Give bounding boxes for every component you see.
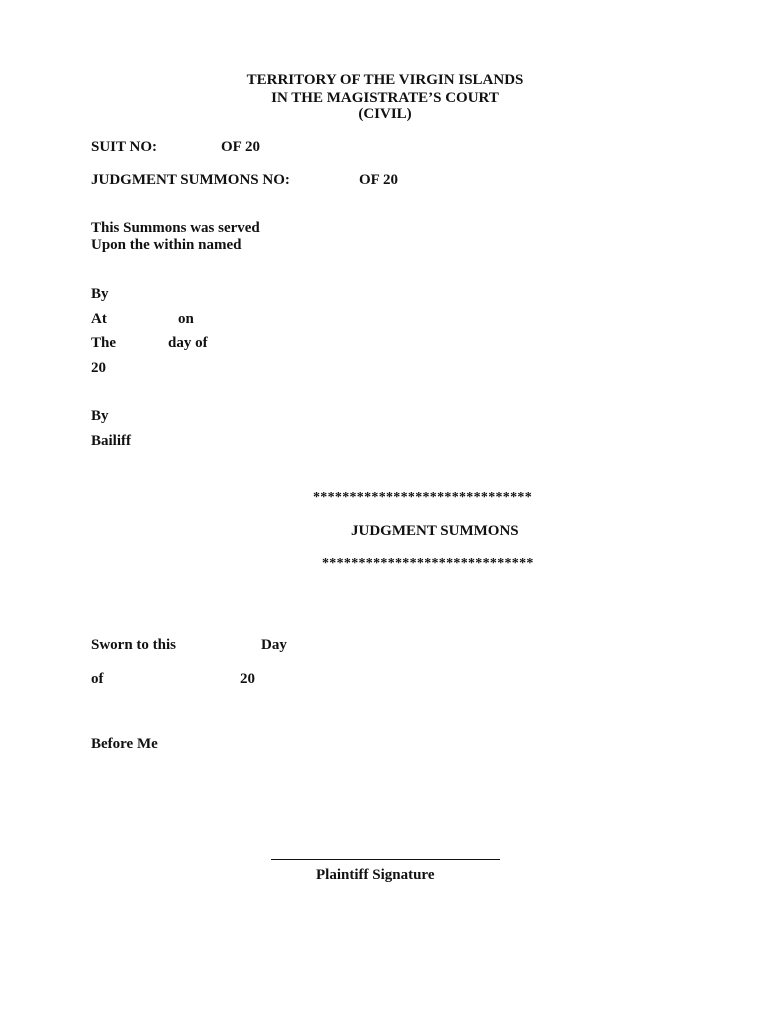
bailiff-by-label: By (91, 408, 109, 424)
sworn-to-this-label: Sworn to this (91, 637, 177, 653)
sworn-day-label: Day (261, 637, 287, 653)
before-me-label: Before Me (91, 736, 158, 752)
judgment-summons-no-year-label: OF 20 (359, 172, 399, 188)
served-at-label: At (91, 311, 107, 327)
sworn-of-label: of (91, 671, 104, 687)
plaintiff-signature-label: Plaintiff Signature (316, 867, 435, 883)
court-name-heading: IN THE MAGISTRATE’S COURT (271, 90, 499, 106)
served-year-label: 20 (91, 360, 106, 376)
served-on-label: on (178, 311, 194, 327)
service-statement-line2: Upon the within named (91, 237, 242, 253)
court-division-heading: (CIVIL) (358, 106, 412, 122)
sworn-year-label: 20 (240, 671, 255, 687)
title-stars-bottom: ***************************** (322, 556, 534, 571)
document-title: JUDGMENT SUMMONS (351, 523, 519, 539)
suit-no-year-label: OF 20 (221, 139, 261, 155)
suit-no-label: SUIT NO: (91, 139, 157, 155)
judgment-summons-no-label: JUDGMENT SUMMONS NO: (91, 172, 290, 188)
court-territory-heading: TERRITORY OF THE VIRGIN ISLANDS (246, 72, 524, 88)
service-statement-line1: This Summons was served (91, 220, 260, 236)
served-day-of-label: day of (168, 335, 208, 351)
signature-line (271, 859, 500, 860)
served-by-label: By (91, 286, 109, 302)
title-stars-top: ****************************** (313, 490, 532, 505)
bailiff-label: Bailiff (91, 433, 131, 449)
served-the-label: The (91, 335, 117, 351)
